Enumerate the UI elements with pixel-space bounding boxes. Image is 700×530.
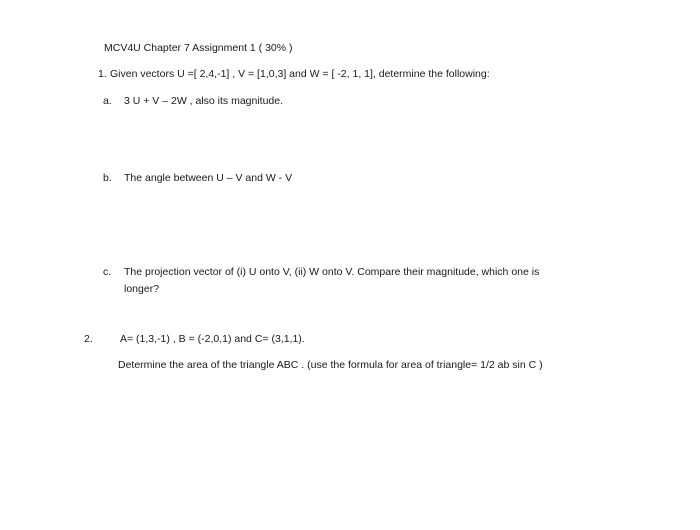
part-c-text-line1: The projection vector of (i) U onto V, (ii) W onto V. Compare their magnitude, which one is (124, 266, 540, 278)
part-c-label: c. (103, 266, 112, 278)
part-a-text: 3 U + V – 2W , also its magnitude. (124, 95, 284, 107)
part-a-label: a. (103, 95, 112, 107)
question-2-number: 2. (84, 333, 93, 345)
page-title: MCV4U Chapter 7 Assignment 1 ( 30% ) (104, 42, 293, 54)
question-1-text: Given vectors U =[ 2,4,-1] , V = [1,0,3] and W = [ -2, 1, 1], determine the following: (110, 68, 490, 80)
question-2-task: Determine the area of the triangle ABC . (use the formula for area of triangle= 1/2 ab sin C ) (118, 359, 543, 371)
question-1-number: 1. (98, 68, 107, 80)
part-b-text: The angle between U – V and W - V (124, 172, 293, 184)
question-2-points: A= (1,3,-1) , B = (-2,0,1) and C= (3,1,1). (120, 333, 305, 345)
part-c-text-line2: longer? (124, 283, 160, 295)
part-b-label: b. (103, 172, 112, 184)
